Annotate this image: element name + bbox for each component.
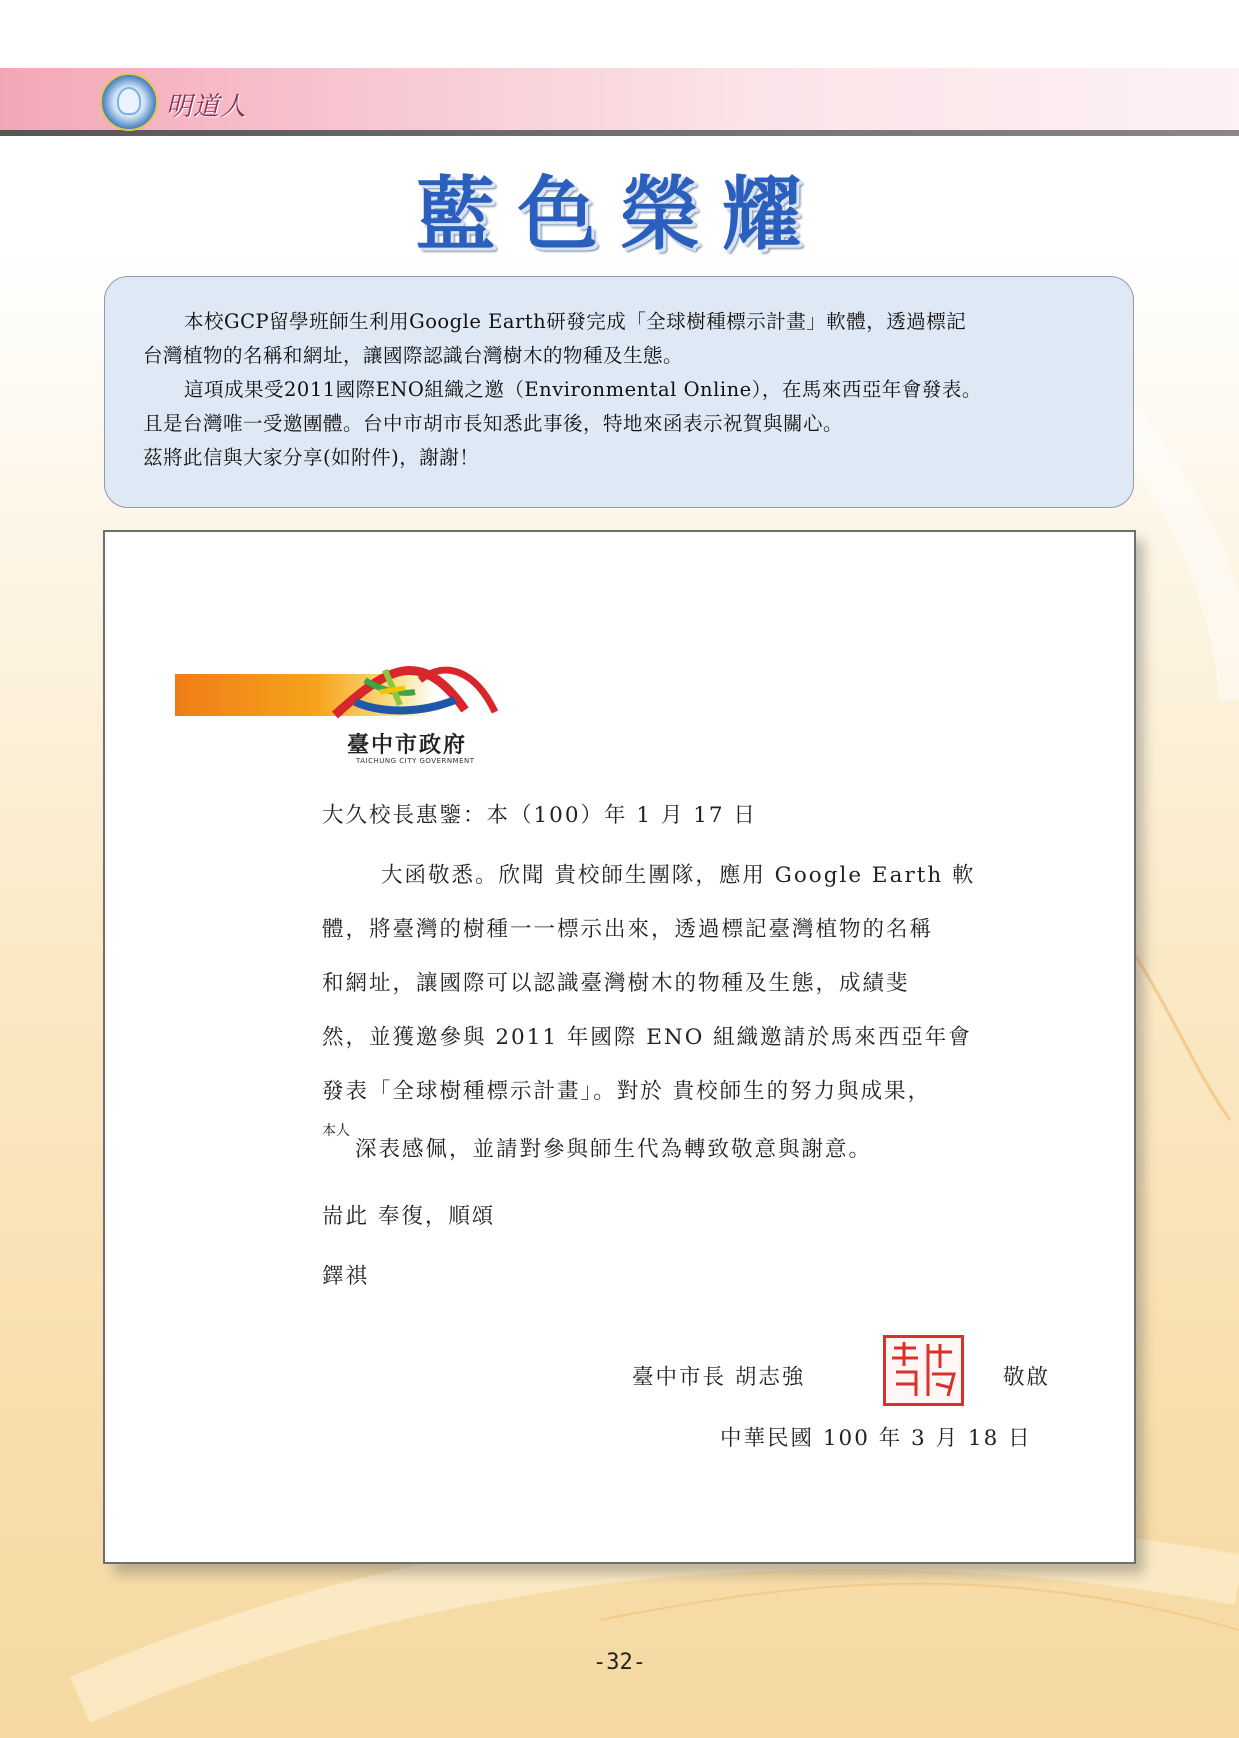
- header-rule: [0, 130, 1239, 136]
- letter-body-line: 和網址，讓國際可以認識臺灣樹木的物種及生態，成績斐: [322, 971, 910, 996]
- intro-line: 這項成果受2011國際ENO組織之邀（Environmental Online），在馬來西亞年會發表。: [184, 378, 982, 401]
- letter-body-line: 然，並獲邀參與 2011 年國際 ENO 組織邀請於馬來西亞年會: [322, 1025, 972, 1050]
- letter-signer: 臺中市長 胡志強: [632, 1365, 806, 1390]
- intro-box: [104, 276, 1134, 508]
- page-number: -32-: [593, 1650, 646, 1675]
- intro-line: 茲將此信與大家分享(如附件)，謝謝！: [143, 446, 480, 469]
- taichung-logo-icon: [325, 640, 525, 730]
- letter-closing: 鐸祺: [322, 1264, 370, 1289]
- letter-document: [103, 530, 1136, 1564]
- logo-name: 臺中市政府: [347, 732, 468, 758]
- intro-line: 且是台灣唯一受邀團體。台中市胡市長知悉此事後，特地來函表示祝賀與關心。: [143, 412, 844, 435]
- seal-glyph-icon: [886, 1338, 961, 1403]
- letter-body-line: 大函敬悉。欣聞 貴校師生團隊，應用 Google Earth 軟: [381, 863, 976, 888]
- letter-sign-off: 敬啟: [1003, 1365, 1051, 1390]
- page-title: 藍色榮耀: [415, 168, 824, 261]
- intro-line: 本校GCP留學班師生利用Google Earth研發完成「全球樹種標示計畫」軟體，透過標記: [184, 310, 967, 333]
- logo-subtitle: TAICHUNG CITY GOVERNMENT: [356, 757, 475, 765]
- insert-note: 本人: [322, 1123, 350, 1139]
- intro-line: 台灣植物的名稱和網址，讓國際認識台灣樹木的物種及生態。: [143, 344, 684, 367]
- letter-date: 中華民國 100 年 3 月 18 日: [720, 1426, 1032, 1451]
- school-emblem-icon: [100, 73, 158, 131]
- crane-icon: [117, 87, 141, 115]
- letter-closing: 耑此 奉復，順頌: [322, 1204, 496, 1229]
- letter-body-line: 深表感佩，並請對參與師生代為轉致敬意與謝意。: [355, 1137, 873, 1162]
- official-seal: [883, 1335, 964, 1406]
- letter-salutation: 大久校長惠鑒：本（100）年 1 月 17 日: [322, 803, 757, 828]
- letter-body-line: 體，將臺灣的樹種一一標示出來，透過標記臺灣植物的名稱: [322, 917, 934, 942]
- brand-name: 明道人: [166, 92, 248, 122]
- letter-body-line: 發表「全球樹種標示計畫」。對於 貴校師生的努力與成果，: [322, 1079, 932, 1104]
